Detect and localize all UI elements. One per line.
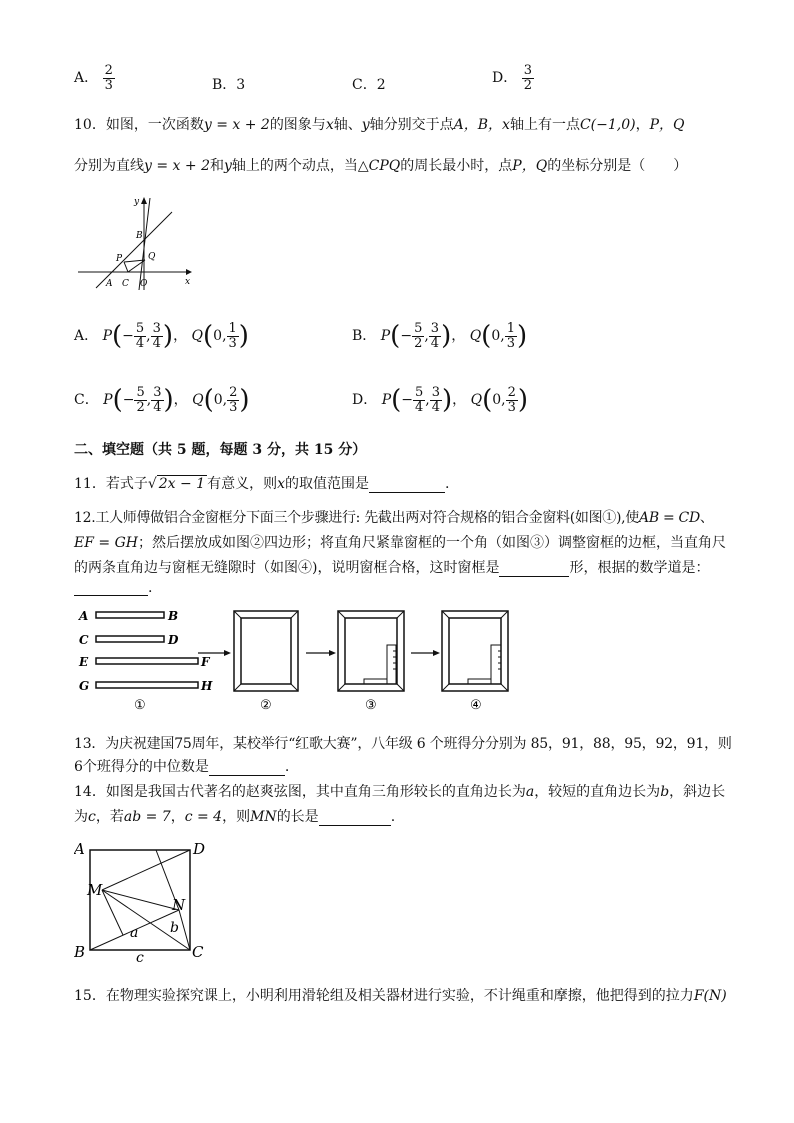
label-m: M [87,881,103,899]
set-square [364,645,396,684]
label-d: D [168,633,179,647]
label-h: H [201,679,213,693]
side-m-a [102,850,190,890]
fraction: $\frac{3}{4}$ [431,385,441,415]
label-f: F [201,655,210,669]
label-n: N [172,896,186,914]
label-o: O [140,279,148,289]
fraction: $\frac{3}{4}$ [152,321,161,351]
q12-window-frame-figure [74,605,524,715]
q9-option-c: C．2 [352,77,386,93]
y-axis-arrow [141,197,147,204]
q9-option-a: A． $\frac{2}{3}$ [74,63,113,93]
fraction: $\frac{5}{4}$ [135,321,145,351]
label-g: G [79,679,90,693]
q14-chord-figure [74,836,214,964]
label-side-c: c [136,950,144,964]
label-d: D [193,840,206,858]
fraction: $\frac{1}{3}$ [506,321,515,351]
fraction: $\frac{1}{3}$ [228,321,237,351]
section-title: 二、填空题（共 5 题，每题 3 分，共 15 分） [74,442,367,458]
triangle-cp [124,262,128,272]
label-b: B [136,231,143,241]
answer-blank-shape[interactable] [499,562,569,577]
label-c: C [122,279,129,289]
fraction: $\frac{3}{4}$ [153,385,162,415]
q10-coordinate-figure [74,192,204,294]
q10-option-d: D． P(− $\frac{5}{4}$ , $\frac{3}{4}$ )， Q(0, $\frac{2}{3}$ ) [352,385,529,416]
answer-blank[interactable] [369,478,445,493]
fraction: $\frac{5}{2}$ [136,385,145,415]
fraction: $\frac{2}{3}$ [104,63,113,93]
label-q: Q [148,252,156,262]
label-figure-3: ③ [365,698,377,713]
label-figure-2: ② [260,698,272,713]
graph-line [96,212,172,288]
label-side-b: b [170,920,179,936]
q10-option-b: B． P(− $\frac{5}{2}$ , $\frac{3}{4}$ )， Q(0, $\frac{1}{3}$ ) [352,321,528,352]
radicand: 2x − 1 [158,476,206,492]
label-a: A [106,279,113,289]
q12-line1: 12.工人师傅做铝合金窗框分下面三个步骤进行: 先截出两对符合规格的铝合金窗料(如图①),使AB = CD、 [74,510,714,526]
label-c: C [192,943,204,961]
fraction: $\frac{5}{4}$ [415,385,424,415]
label-c: C [79,633,89,647]
q9-option-b: B．3 [212,77,246,93]
fraction: $\frac{2}{3}$ [229,385,238,415]
arrow-2-head [329,650,336,656]
strips-figure-1 [78,609,213,713]
fraction: $\frac{2}{3}$ [507,385,516,415]
x-axis-arrow [186,269,192,275]
label-b: B [74,943,86,961]
q10-line2: 分别为直线y = x + 2和y轴上的两个动点，当△CPQ的周长最小时，点P，Q的坐标分别是（ ） [74,158,688,174]
q12-line2: EF = GH；然后摆放成如图②四边形；将直角尺紧靠窗框的一个角（如图③）调整窗框的边框，当直角尺 [74,535,726,551]
answer-blank[interactable] [209,761,285,776]
q10-line1: 10．如图，一次函数y = x + 2的图象与x轴、y轴分别交于点A，B，x轴上有一点C(−1,0)，P，Q [74,117,685,133]
q14-line1: 14．如图是我国古代著名的赵爽弦图，其中直角三角形较长的直角边长为a，较短的直角边长为b，斜边长 [74,784,726,800]
q9-option-d: D． $\frac{3}{2}$ [492,63,532,93]
q12-line4: . [74,580,152,596]
arrow-3-head [433,650,440,656]
label-figure-1: ① [134,698,146,713]
set-square [468,645,501,684]
answer-blank-reason[interactable] [74,581,148,596]
label-x: x [185,277,191,287]
label-a: A [79,609,89,623]
fraction: $\frac{3}{2}$ [523,63,532,93]
frame-figure-3 [338,611,404,713]
q15: 15．在物理实验探究课上，小明利用滑轮组及相关器材进行实验，不计绳重和摩擦，他把得到的拉力F(N) [74,988,727,1004]
q13-line2: 6个班得分的中位数是 . [74,759,290,775]
label-a: A [74,840,85,858]
frame-figure-2 [234,611,298,713]
label-p: P [116,254,123,264]
segment-mn [102,890,179,910]
label-side-a: a [130,925,139,941]
fraction: $\frac{5}{2}$ [414,321,423,351]
label-b: B [168,609,179,623]
q14-line2: 为c，若ab = 7，c = 4，则MN的长是 . [74,809,396,825]
label-y: y [134,197,140,207]
frame-figure-4 [442,611,508,713]
q13-line1: 13．为庆祝建国75周年，某校举行“红歌大赛”，八年级 6 个班得分分别为 85，91，88，95，92，91，则 [74,736,732,752]
fraction: $\frac{3}{4}$ [430,321,440,351]
label-e: E [79,655,89,669]
q11: 11．若式子√ 2x − 1 有意义，则x的取值范围是 . [74,476,450,492]
answer-blank[interactable] [319,811,391,826]
q10-option-a: A． P(− $\frac{5}{4}$ , $\frac{3}{4}$ )， Q(0, $\frac{1}{3}$ ) [74,321,249,352]
label-figure-4: ④ [470,698,482,713]
arrow-1-head [224,650,231,656]
q10-option-c: C． P(− $\frac{5}{2}$ , $\frac{3}{4}$ )， Q(0, $\frac{2}{3}$ ) [74,385,250,416]
q12-line3: 的两条直角边与窗框无缝隙时（如图④)，说明窗框合格，这时窗框是 形，根据的数学道是： [74,560,710,576]
